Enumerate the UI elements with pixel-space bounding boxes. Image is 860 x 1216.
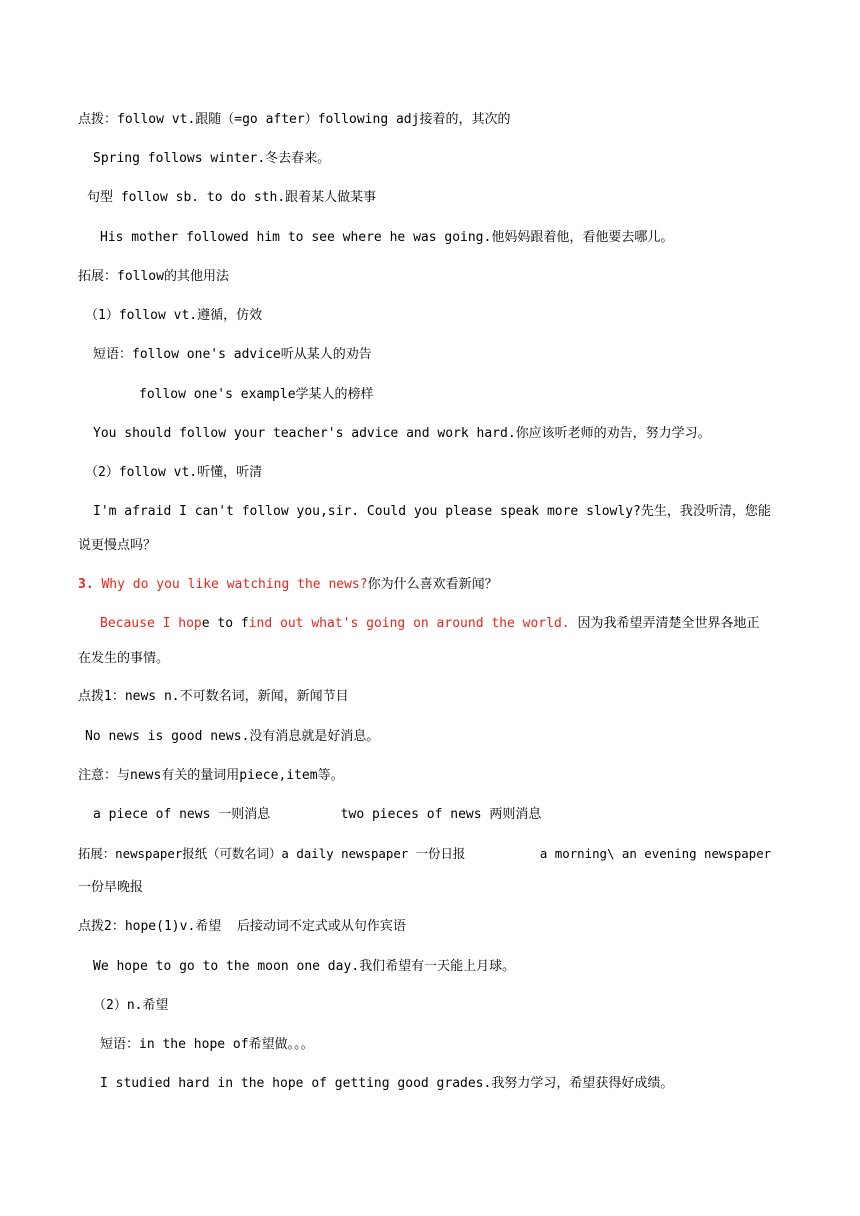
phrase-follow-example: follow one's example学某人的榜样 <box>139 387 374 402</box>
note-hope: 点拨2：hope(1)v.希望 后接动词不定式或从句作宾语 <box>78 919 406 934</box>
answer-part-a: Because I hop <box>100 616 202 631</box>
example-teacher-advice: You should follow your teacher's advice and work hard.你应该听老师的劝告，努力学习。 <box>93 426 711 441</box>
answer-because <box>100 615 759 633</box>
answer-part-b: e to f <box>201 616 249 631</box>
answer-part-c: ind out what's going on around the world. <box>248 616 570 631</box>
extension-newspaper-cont: 一份早晚报 <box>78 880 144 895</box>
note-news-measure-words: 注意：与news有关的量词用piece,item等。 <box>78 768 344 783</box>
usage-hope-noun: （2）n.希望 <box>93 998 169 1013</box>
example-studied-hard: I studied hard in the hope of getting good grades.我努力学习，希望获得好成绩。 <box>100 1076 674 1091</box>
example-spring-follows-winter: Spring follows winter.冬去春来。 <box>93 151 331 166</box>
usage-1-follow: （1）follow vt.遵循，仿效 <box>85 308 263 323</box>
sentence-3-chinese: 你为什么喜欢看新闻？ <box>367 577 498 592</box>
example-piece-of-news: a piece of news 一则消息 two pieces of news 两则消息 <box>93 807 542 822</box>
example-no-news: No news is good news.没有消息就是好消息。 <box>85 729 380 744</box>
pattern-follow-sb-to-do: 句型 follow sb. to do sth.跟着某人做某事 <box>87 190 377 205</box>
example-afraid-cant-follow-cont: 说更慢点吗？ <box>78 538 157 553</box>
example-moon: We hope to go to the moon one day.我们希望有一天能上月球。 <box>93 959 516 974</box>
sentence-3-english: Why do you like watching the news? <box>93 577 368 592</box>
note-follow-definition: 点拨：follow vt.跟随（=go after）following adj接着的，其次的 <box>78 112 511 127</box>
answer-chinese: 因为我希望弄清楚全世界各地正 <box>569 616 760 631</box>
example-mother-followed: His mother followed him to see where he was going.他妈妈跟着他，看他要去哪儿。 <box>100 230 674 245</box>
usage-2-follow: （2）follow vt.听懂，听清 <box>85 465 263 480</box>
phrase-in-the-hope-of: 短语：in the hope of希望做。。。 <box>100 1037 314 1052</box>
extension-follow-usage: 拓展：follow的其他用法 <box>78 269 229 284</box>
sentence-number: 3. <box>78 577 94 592</box>
sentence-3 <box>78 576 498 594</box>
phrase-follow-advice: 短语：follow one's advice听从某人的劝告 <box>93 347 372 362</box>
extension-newspaper: 拓展：newspaper报纸（可数名词）a daily newspaper 一份日报 a morning\ an evening newspaper <box>78 846 772 861</box>
answer-chinese-cont: 在发生的事情。 <box>78 651 170 666</box>
note-news: 点拨1：news n.不可数名词，新闻，新闻节目 <box>78 689 349 704</box>
example-afraid-cant-follow: I'm afraid I can't follow you,sir. Could you please speak more slowly?先生，我没听清，您能 <box>93 504 771 519</box>
